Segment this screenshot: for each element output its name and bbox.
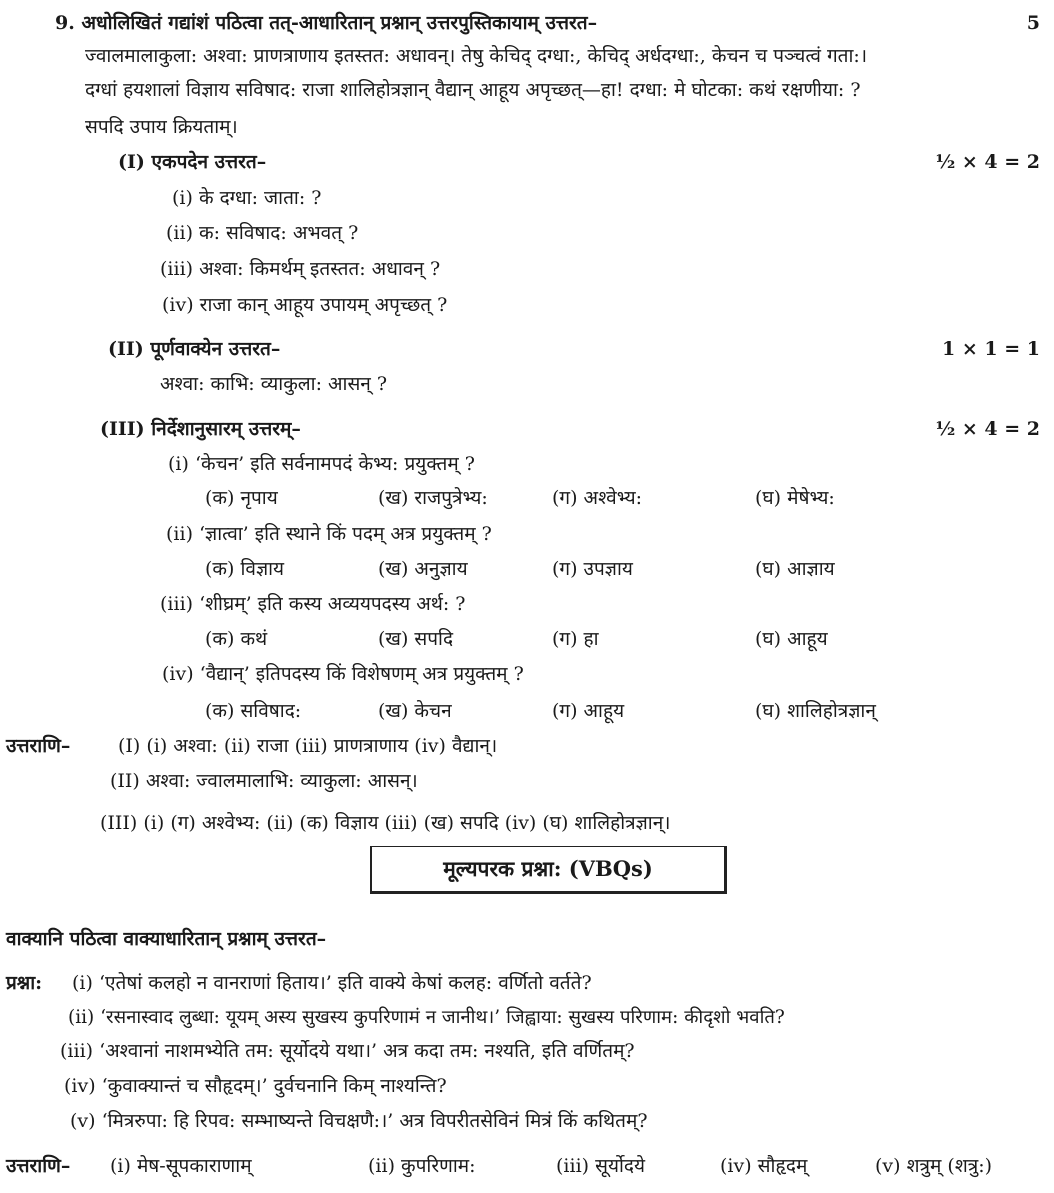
vbq-answers-label: उत्तराणि– bbox=[6, 1155, 71, 1177]
mcq-option: (ग) अश्वेभ्य: bbox=[552, 487, 643, 509]
section-II-marks: 1 × 1 = 1 bbox=[942, 338, 1040, 360]
section-I-heading: (I) एकपदेन उत्तरत– bbox=[118, 151, 267, 173]
answer-line: (III) (i) (ग) अश्वेभ्य: (ii) (क) विज्ञाय (iii) (ख) सपदि (iv) (घ) शालिहोत्रज्ञान्। bbox=[100, 812, 671, 834]
mcq-option: (ग) हा bbox=[552, 628, 599, 650]
mcq-option: (घ) मेषेभ्य: bbox=[755, 487, 835, 509]
passage-line: ज्वालमालाकुला: अश्वा: प्राणत्राणाय इतस्तत: अधावन्। तेषु केचिद् दग्धा:, केचिद् अर्धदग्धा:, केचन च पञ्चत्वं गता:। bbox=[85, 45, 868, 67]
passage-line: दग्धां हयशालां विज्ञाय सविषाद: राजा शालिहोत्रज्ञान् वैद्यान् आहूय अपृच्छत्—हा! दग्धा: मे घोटका: कथं रक्षणीया: ? bbox=[85, 79, 861, 101]
vbq-answer: (iv) सौहृदम् bbox=[720, 1155, 808, 1177]
mcq-option: (घ) शालिहोत्रज्ञान् bbox=[755, 700, 876, 722]
question-marks: 5 bbox=[1026, 12, 1040, 34]
mcq-question: (iv) ‘वैद्यान्’ इतिपदस्य किं विशेषणम् अत्र प्रयुक्तम् ? bbox=[162, 663, 524, 685]
mcq-option: (क) सविषाद: bbox=[205, 700, 302, 722]
mcq-question: (iii) ‘शीघ्रम्’ इति कस्य अव्ययपदस्य अर्थ: ? bbox=[160, 593, 466, 615]
vbq-question: (ii) ‘रसनास्वाद लुब्धा: यूयम् अस्य सुखस्य कुपरिणामं न जानीथ।’ जिह्वाया: सुखस्य परिणाम: कीदृशो भवति? bbox=[68, 1007, 785, 1028]
vbq-question: (i) ‘एतेषां कलहो न वानराणां हिताय।’ इति वाक्ये केषां कलह: वर्णितो वर्तते? bbox=[72, 972, 592, 994]
vbq-question: (iii) ‘अश्वानां नाशमभ्येति तम: सूर्योदये यथा।’ अत्र कदा तम: नश्यति, इति वर्णितम्? bbox=[60, 1040, 635, 1062]
section-I-marks: ½ × 4 = 2 bbox=[935, 151, 1040, 173]
mcq-option: (ख) केचन bbox=[378, 700, 452, 722]
vbq-question: (v) ‘मित्ररुपा: हि रिपव: सम्भाष्यन्ते विचक्षणै:।’ अत्र विपरीतसेविनं मित्रं किं कथितम्? bbox=[70, 1110, 648, 1132]
answer-line: (II) अश्वा: ज्वालमालाभि: व्याकुला: आसन्। bbox=[110, 770, 418, 792]
vbq-answer: (ii) कुपरिणाम: bbox=[368, 1155, 476, 1177]
answers-label: उत्तराणि– bbox=[6, 735, 71, 757]
mcq-question: (ii) ‘ज्ञात्वा’ इति स्थाने किं पदम् अत्र प्रयुक्तम् ? bbox=[166, 523, 492, 545]
mcq-option: (क) नृपाय bbox=[205, 487, 278, 509]
question-item: (iii) अश्वा: किमर्थम् इतस्तत: अधावन् ? bbox=[160, 258, 441, 280]
mcq-option: (क) विज्ञाय bbox=[205, 558, 285, 580]
vbq-questions-label: प्रश्ना: bbox=[6, 972, 43, 994]
section-III-marks: ½ × 4 = 2 bbox=[935, 418, 1040, 440]
vbq-answer: (iii) सूर्योदये bbox=[556, 1155, 645, 1177]
question-title: 9. अधोलिखितं गद्यांशं पठित्वा तत्-आधारितान् प्रश्नान् उत्तरपुस्तिकायाम् उत्तरत– bbox=[55, 12, 598, 34]
mcq-question: (i) ‘केचन’ इति सर्वनामपदं केभ्य: प्रयुक्तम् ? bbox=[168, 453, 475, 475]
section-II-heading: (II) पूर्णवाक्येन उत्तरत– bbox=[108, 338, 281, 360]
vbq-question: (iv) ‘कुवाक्यान्तं च सौहृदम्।’ दुर्वचनानि किम् नाश्यन्ति? bbox=[64, 1075, 447, 1097]
question-item: (ii) क: सविषाद: अभवत् ? bbox=[166, 222, 359, 244]
question-item: (iv) राजा कान् आहूय उपायम् अपृच्छत् ? bbox=[162, 294, 448, 316]
section-III-heading: (III) निर्देशानुसारम् उत्तरम्– bbox=[100, 418, 301, 440]
vbq-title-box: मूल्यपरक प्रश्ना: (VBQs) bbox=[370, 846, 727, 894]
vbq-answer: (v) शत्रुम् (शत्रु:) bbox=[875, 1155, 993, 1177]
mcq-option: (ख) सपदि bbox=[378, 628, 454, 650]
mcq-option: (ग) उपज्ञाय bbox=[552, 558, 633, 580]
vbq-answer: (i) मेष-सूपकाराणाम् bbox=[110, 1155, 252, 1177]
question-item: अश्वा: काभि: व्याकुला: आसन् ? bbox=[160, 373, 388, 395]
mcq-option: (घ) आज्ञाय bbox=[755, 558, 835, 580]
mcq-option: (ख) अनुज्ञाय bbox=[378, 558, 468, 580]
vbq-heading: वाक्यानि पठित्वा वाक्याधारितान् प्रश्नाम् उत्तरत– bbox=[6, 928, 327, 950]
mcq-option: (क) कथं bbox=[205, 628, 268, 650]
question-item: (i) के दग्धा: जाता: ? bbox=[172, 187, 322, 209]
mcq-option: (ग) आहूय bbox=[552, 700, 625, 722]
mcq-option: (ख) राजपुत्रेभ्य: bbox=[378, 487, 488, 509]
passage-line: सपदि उपाय क्रियताम्। bbox=[85, 116, 238, 138]
mcq-option: (घ) आहूय bbox=[755, 628, 828, 650]
answer-line: (I) (i) अश्वा: (ii) राजा (iii) प्राणत्राणाय (iv) वैद्यान्। bbox=[118, 735, 498, 757]
